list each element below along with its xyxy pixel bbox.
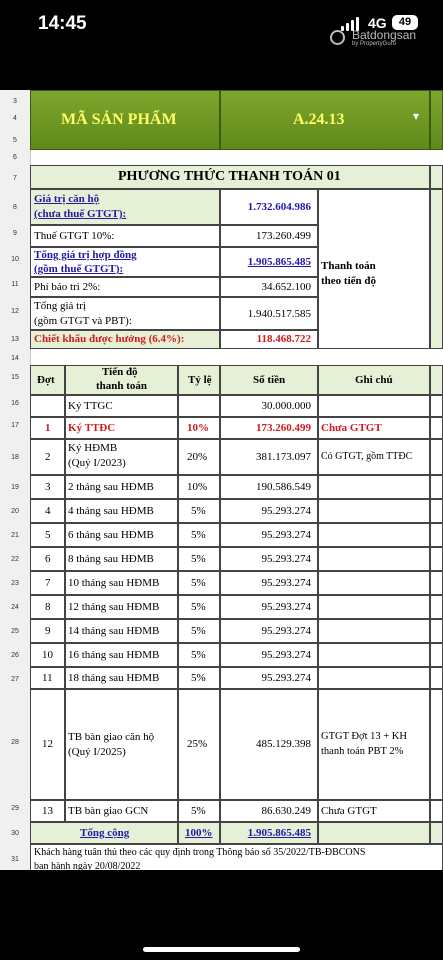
progress-cell[interactable]: [65, 547, 178, 571]
footnote-text-2: ban hành ngày 20/08/2022: [34, 861, 141, 870]
amount-value: 95.293.274: [261, 505, 311, 517]
grand-total-value: 1.940.517.585: [247, 308, 311, 320]
overflow-cell: [430, 475, 443, 499]
row-number: 27: [11, 676, 19, 683]
row-number: 22: [11, 556, 19, 563]
note-cell[interactable]: [318, 643, 430, 667]
amount-value: 190.586.549: [256, 481, 311, 493]
phase-cell[interactable]: [30, 643, 65, 667]
note-cell[interactable]: [318, 571, 430, 595]
phase-header-cell[interactable]: [30, 365, 65, 395]
phase-value: 9: [45, 625, 51, 637]
ratio-cell[interactable]: [178, 643, 220, 667]
amount-cell[interactable]: [220, 499, 318, 523]
overflow-cell: [430, 822, 443, 844]
battery-icon: 49: [392, 15, 418, 30]
status-bar: [0, 0, 443, 90]
row-number: 30: [11, 830, 19, 837]
amount-cell[interactable]: [220, 395, 318, 417]
ratio-cell[interactable]: [178, 499, 220, 523]
header-overflow-cell: [430, 90, 443, 150]
contract-total-value: 1.905.865.485: [247, 256, 311, 268]
contract-total-label-2: (gồm thuế GTGT):: [34, 263, 124, 275]
vat-value-cell[interactable]: [220, 225, 318, 247]
apartment-value-label: Giá trị căn hộ: [34, 193, 100, 205]
overflow-cell: [430, 619, 443, 643]
grand-total-cell[interactable]: [220, 297, 318, 330]
total-ratio: 100%: [185, 827, 213, 839]
note-value: Có GTGT, gồm TTĐC: [321, 451, 413, 462]
row-number: 26: [11, 652, 19, 659]
ratio-value: 5%: [191, 553, 206, 565]
amount-value: 381.173.097: [256, 451, 311, 463]
amount-cell[interactable]: [220, 619, 318, 643]
row-number: 6: [13, 154, 17, 161]
amount-value: 95.293.274: [261, 553, 311, 565]
progress-value: 16 tháng sau HĐMB: [68, 649, 160, 661]
amount-cell[interactable]: [220, 439, 318, 475]
ratio-cell[interactable]: [178, 800, 220, 822]
ratio-cell[interactable]: [178, 547, 220, 571]
ratio-value: 5%: [191, 505, 206, 517]
amount-value: 95.293.274: [261, 672, 311, 684]
discount-label: Chiết khấu được hưởng (6.4%):: [34, 333, 185, 345]
note-cell[interactable]: [318, 619, 430, 643]
row-number: 24: [11, 604, 19, 611]
total-label-cell[interactable]: [30, 822, 178, 844]
ratio-value: 25%: [187, 738, 208, 750]
phase-cell[interactable]: [30, 395, 65, 417]
row-number: 20: [11, 508, 19, 515]
home-indicator[interactable]: [143, 947, 300, 952]
overflow-cell: [430, 800, 443, 822]
total-note-cell[interactable]: [318, 822, 430, 844]
footnote-text: Khách hàng tuân thủ theo các quy định trong Thông báo số 35/2022/TB-ĐBCONS: [34, 847, 366, 858]
progress-cell[interactable]: [65, 439, 178, 475]
amount-value: 95.293.274: [261, 601, 311, 613]
ratio-value: 5%: [191, 649, 206, 661]
phase-cell[interactable]: [30, 595, 65, 619]
progress-header: Tiến độ: [102, 366, 138, 378]
overflow-cell: [430, 523, 443, 547]
overflow-cell: [430, 395, 443, 417]
progress-cell[interactable]: [65, 571, 178, 595]
row-number: 21: [11, 532, 19, 539]
note-cell[interactable]: [318, 523, 430, 547]
apartment-value: 1.732.604.986: [247, 201, 311, 213]
progress-cell[interactable]: [65, 595, 178, 619]
phase-cell[interactable]: [30, 547, 65, 571]
ratio-cell[interactable]: [178, 689, 220, 800]
phase-value: 13: [42, 805, 53, 817]
ratio-cell[interactable]: [178, 395, 220, 417]
phase-cell[interactable]: [30, 417, 65, 439]
progress-cell[interactable]: [65, 667, 178, 689]
payment-method-title-cell[interactable]: [30, 165, 430, 189]
total-amount: 1.905.865.485: [247, 827, 311, 839]
amount-value: 485.129.398: [256, 738, 311, 750]
ratio-value: 5%: [191, 805, 206, 817]
phase-value: 6: [45, 553, 51, 565]
progress-value: 14 tháng sau HĐMB: [68, 625, 160, 637]
amount-value: 95.293.274: [261, 625, 311, 637]
maintenance-label: Phí bảo trì 2%:: [34, 281, 101, 293]
apartment-value-cell[interactable]: [220, 189, 318, 225]
row-number: 3: [13, 98, 17, 105]
amount-cell[interactable]: [220, 417, 318, 439]
phase-cell[interactable]: [30, 619, 65, 643]
product-code-label-cell[interactable]: [30, 90, 220, 150]
progress-cell[interactable]: [65, 499, 178, 523]
phase-value: 10: [42, 649, 53, 661]
contract-total-label-cell[interactable]: [30, 247, 220, 277]
overflow-cell: [430, 547, 443, 571]
vat-value: 173.260.499: [256, 230, 311, 242]
watermark-brand: Batdongsan: [352, 28, 417, 42]
vat-label: Thuế GTGT 10%:: [34, 230, 115, 242]
row-number: 16: [11, 400, 19, 407]
amount-cell[interactable]: [220, 595, 318, 619]
progress-value: 6 tháng sau HĐMB: [68, 529, 154, 541]
progress-value: Ký TTĐC: [68, 422, 116, 434]
ratio-value: 5%: [191, 601, 206, 613]
contract-total-label: Tổng giá trị hợp đồng: [34, 249, 137, 261]
payment-note-cell[interactable]: [318, 189, 430, 349]
amount-cell[interactable]: [220, 571, 318, 595]
note-cell[interactable]: [318, 800, 430, 822]
row-number: 25: [11, 628, 19, 635]
amount-value: 86.630.249: [261, 805, 311, 817]
watermark-logo-icon: [330, 30, 345, 45]
phase-header: Đợt: [37, 374, 55, 386]
amount-cell[interactable]: [220, 643, 318, 667]
note-header-cell[interactable]: [318, 365, 430, 395]
row-number: 8: [13, 204, 17, 211]
overflow-cell: [430, 571, 443, 595]
amount-cell[interactable]: [220, 800, 318, 822]
amount-cell[interactable]: [220, 475, 318, 499]
phase-value: 8: [45, 601, 51, 613]
progress-cell[interactable]: [65, 619, 178, 643]
apartment-value-label-cell[interactable]: [30, 189, 220, 225]
discount-label-cell[interactable]: [30, 330, 220, 349]
total-amount-cell[interactable]: [220, 822, 318, 844]
amount-header: Số tiền: [253, 374, 286, 386]
ratio-cell[interactable]: [178, 595, 220, 619]
note-cell[interactable]: [318, 499, 430, 523]
amount-value: 95.293.274: [261, 649, 311, 661]
row-number: 19: [11, 484, 19, 491]
row-number: 10: [11, 256, 19, 263]
ratio-cell[interactable]: [178, 439, 220, 475]
phase-value: 12: [42, 738, 53, 750]
progress-cell[interactable]: [65, 523, 178, 547]
progress-value: 18 tháng sau HĐMB: [68, 672, 160, 684]
progress-cell[interactable]: [65, 643, 178, 667]
progress-value: TB bàn giao căn hộ: [68, 731, 155, 743]
row-number: 18: [11, 454, 19, 461]
payment-method-title: PHƯƠNG THỨC THANH TOÁN 01: [118, 169, 341, 184]
ratio-value: 10%: [187, 481, 208, 493]
note-value: Chưa GTGT: [321, 805, 377, 817]
note-cell[interactable]: [318, 395, 430, 417]
network-type: 4G: [368, 15, 387, 31]
overflow-cell: [430, 667, 443, 689]
maintenance-value: 34.652.100: [261, 281, 311, 293]
amount-cell[interactable]: [220, 523, 318, 547]
row-number: 28: [11, 739, 19, 746]
row-number: 11: [11, 281, 19, 288]
row-number: 23: [11, 580, 19, 587]
progress-cell[interactable]: [65, 475, 178, 499]
phase-cell[interactable]: [30, 439, 65, 475]
note-value-2: thanh toán PBT 2%: [321, 746, 404, 757]
ratio-value: 5%: [191, 672, 206, 684]
overflow-cell: [430, 365, 443, 395]
progress-cell[interactable]: [65, 417, 178, 439]
product-code-label: MÃ SẢN PHẨM: [61, 111, 177, 128]
overflow-cell: [430, 417, 443, 439]
row-number-column: [0, 90, 31, 870]
amount-value: 173.260.499: [256, 422, 311, 434]
note-cell[interactable]: [318, 689, 430, 800]
spreadsheet[interactable]: [0, 90, 443, 870]
ratio-cell[interactable]: [178, 475, 220, 499]
phase-value: 5: [45, 529, 51, 541]
dropdown-arrow-icon[interactable]: ▾: [413, 109, 420, 123]
discount-value: 118.468.722: [256, 333, 311, 345]
footnote-cell[interactable]: [30, 844, 443, 870]
phase-cell[interactable]: [30, 523, 65, 547]
total-label: Tổng cộng: [80, 827, 130, 839]
total-ratio-cell[interactable]: [178, 822, 220, 844]
overflow-cell: [430, 189, 443, 349]
phase-cell[interactable]: [30, 689, 65, 800]
note-cell[interactable]: [318, 417, 430, 439]
ratio-cell[interactable]: [178, 417, 220, 439]
row-number: 9: [13, 230, 17, 237]
ratio-header: Tỷ lệ: [188, 374, 212, 386]
ratio-value: 10%: [187, 422, 209, 434]
discount-value-cell[interactable]: [220, 330, 318, 349]
phase-value: 11: [42, 672, 53, 684]
row-number: 15: [11, 374, 19, 381]
note-value: Chưa GTGT: [321, 422, 382, 434]
row-number: 5: [13, 137, 17, 144]
row-number: 29: [11, 805, 19, 812]
phase-value: 2: [45, 451, 51, 463]
amount-value: 95.293.274: [261, 577, 311, 589]
row-number: 13: [11, 336, 19, 343]
note-header: Ghi chú: [355, 374, 393, 386]
phase-value: 4: [45, 505, 51, 517]
row-number: 31: [11, 856, 19, 863]
phase-value: 3: [45, 481, 51, 493]
note-cell[interactable]: [318, 547, 430, 571]
maintenance-value-cell[interactable]: [220, 277, 318, 297]
apartment-value-label-2: (chưa thuế GTGT):: [34, 208, 127, 220]
progress-value: Ký TTGC: [68, 400, 113, 412]
ratio-value: 20%: [187, 451, 208, 463]
amount-value: 30.000.000: [261, 400, 311, 412]
payment-note-2: theo tiến độ: [321, 275, 376, 287]
overflow-cell: [430, 643, 443, 667]
product-code-cell[interactable]: [220, 90, 430, 150]
payment-note: Thanh toán: [321, 260, 376, 272]
overflow-cell: [430, 165, 443, 189]
row-number: 7: [13, 175, 17, 182]
progress-value-2: (Quý I/2025): [68, 746, 126, 758]
ratio-value: 5%: [191, 529, 206, 541]
phase-value: 7: [45, 577, 51, 589]
maintenance-label-cell[interactable]: [30, 277, 220, 297]
overflow-cell: [430, 439, 443, 475]
note-value: GTGT Đợt 13 + KH: [321, 731, 407, 742]
watermark-byline: by PropertyGuru: [352, 41, 397, 47]
product-code-value: A.24.13: [293, 111, 345, 128]
contract-total-cell[interactable]: [220, 247, 318, 277]
phase-cell[interactable]: [30, 571, 65, 595]
amount-cell[interactable]: [220, 667, 318, 689]
note-cell[interactable]: [318, 595, 430, 619]
phase-value: 1: [45, 422, 51, 434]
progress-header-2: thanh toán: [96, 380, 148, 392]
phase-cell[interactable]: [30, 475, 65, 499]
amount-header-cell[interactable]: [220, 365, 318, 395]
progress-value: 4 tháng sau HĐMB: [68, 505, 154, 517]
progress-value: 8 tháng sau HĐMB: [68, 553, 154, 565]
ratio-cell[interactable]: [178, 523, 220, 547]
phase-cell[interactable]: [30, 499, 65, 523]
progress-value-2: (Quý I/2023): [68, 457, 126, 469]
note-cell[interactable]: [318, 667, 430, 689]
amount-cell[interactable]: [220, 689, 318, 800]
overflow-cell: [430, 595, 443, 619]
vat-label-cell[interactable]: [30, 225, 220, 247]
progress-header-cell[interactable]: [65, 365, 178, 395]
progress-cell[interactable]: [65, 395, 178, 417]
progress-value: TB bàn giao GCN: [68, 805, 149, 817]
phase-cell[interactable]: [30, 667, 65, 689]
note-cell[interactable]: [318, 439, 430, 475]
amount-value: 95.293.274: [261, 529, 311, 541]
grand-total-label: Tổng giá trị: [34, 300, 86, 312]
row-number: 4: [13, 115, 17, 122]
ratio-value: 5%: [191, 577, 206, 589]
ratio-header-cell[interactable]: [178, 365, 220, 395]
clock: 14:45: [38, 13, 87, 34]
row-number: 12: [11, 308, 19, 315]
phase-cell[interactable]: [30, 800, 65, 822]
ratio-cell[interactable]: [178, 667, 220, 689]
ratio-cell[interactable]: [178, 571, 220, 595]
progress-value: 10 tháng sau HĐMB: [68, 577, 160, 589]
grand-total-label-cell[interactable]: [30, 297, 220, 330]
amount-cell[interactable]: [220, 547, 318, 571]
ratio-value: 5%: [191, 625, 206, 637]
overflow-cell: [430, 689, 443, 800]
row-number: 14: [11, 355, 19, 362]
progress-value: 2 tháng sau HĐMB: [68, 481, 154, 493]
progress-value: 12 tháng sau HĐMB: [68, 601, 160, 613]
note-cell[interactable]: [318, 475, 430, 499]
progress-cell[interactable]: [65, 689, 178, 800]
overflow-cell: [430, 499, 443, 523]
progress-value: Ký HĐMB: [68, 442, 118, 454]
progress-cell[interactable]: [65, 800, 178, 822]
row-number: 17: [11, 422, 19, 429]
ratio-cell[interactable]: [178, 619, 220, 643]
grand-total-label-2: (gồm GTGT và PBT):: [34, 315, 132, 327]
